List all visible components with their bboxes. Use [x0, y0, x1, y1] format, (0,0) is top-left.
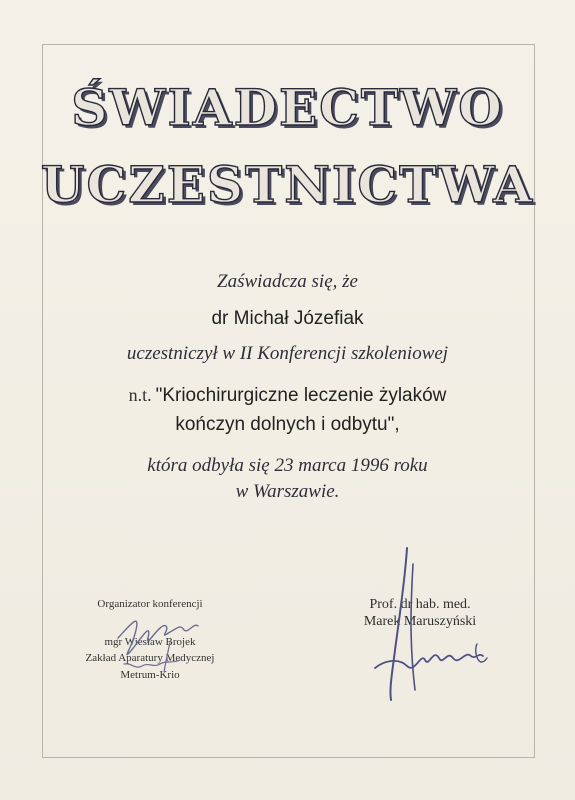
- organizer-role: Organizator konferencji: [97, 598, 203, 610]
- intro-text: Zaświadcza się, że: [217, 271, 358, 292]
- topic-line-2: kończyn dolnych i odbytu",: [175, 414, 400, 435]
- professor-name: Marek Maruszyński: [363, 614, 477, 629]
- recipient-name: dr Michał Józefiak: [211, 308, 364, 329]
- topic-prefix: n.t.: [128, 385, 152, 405]
- place-line: w Warszawie.: [235, 481, 340, 502]
- topic-line-1: "Kriochirurgiczne leczenie żylaków: [155, 385, 447, 406]
- professor-signature-icon: [355, 540, 515, 710]
- title-line-2: UCZESTNICTWA: [40, 155, 535, 214]
- organizer-company: Zakład Aparatury Medycznej: [85, 652, 215, 664]
- participation-text: uczestniczył w II Konferencji szkoleniowej: [126, 343, 449, 364]
- organizer-name: mgr Wiesław Brojek: [104, 636, 196, 648]
- topic-line-1-row: [0, 385, 575, 407]
- date-line: która odbyła się 23 marca 1996 roku: [147, 455, 428, 476]
- organizer-signature-icon: [100, 600, 220, 690]
- title-line-1: ŚWIADECTWO: [71, 78, 504, 137]
- organizer-brand: Metrum-Krio: [120, 669, 180, 681]
- professor-title: Prof. dr hab. med.: [369, 597, 471, 612]
